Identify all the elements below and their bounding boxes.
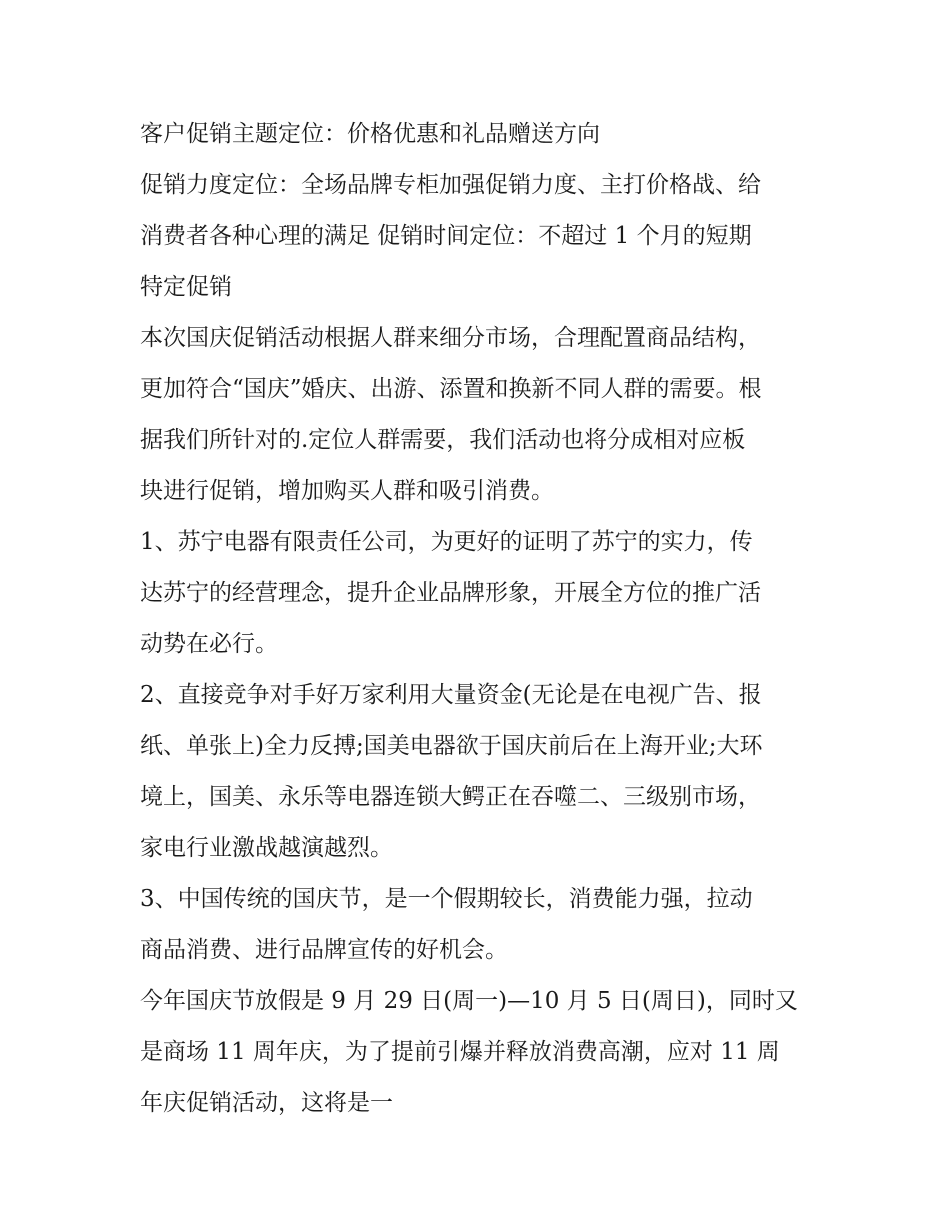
text-line: 是商场 11 周年庆，为了提前引爆并释放消费高潮，应对 11 周 — [140, 1039, 780, 1065]
text-line: 达苏宁的经营理念，提升企业品牌形象，开展全方位的推广活 — [140, 580, 761, 606]
text-line: 本次国庆促销活动根据人群来细分市场，合理配置商品结构， — [140, 325, 761, 351]
text-line: 据我们所针对的.定位人群需要，我们活动也将分成相对应板 — [140, 427, 746, 453]
text-line: 纸、单张上)全力反搏;国美电器欲于国庆前后在上海开业;大环 — [140, 733, 763, 759]
text-line: 更加符合“国庆”婚庆、出游、添置和换新不同人群的需要。根 — [140, 376, 762, 402]
paragraph-item-2 — [140, 670, 816, 874]
document-body — [140, 109, 816, 1129]
text-line: 境上，国美、永乐等电器连锁大鳄正在吞噬二、三级别市场， — [140, 784, 761, 810]
text-line: 动势在必行。 — [140, 631, 278, 657]
paragraph-holiday-schedule — [140, 976, 816, 1129]
text-line: 家电行业激战越演越烈。 — [140, 835, 393, 861]
text-line: 特定促销 — [140, 274, 232, 300]
paragraph-market-segmentation — [140, 313, 816, 517]
text-line: 块进行促销，增加购买人群和吸引消费。 — [140, 478, 554, 504]
text-line: 商品消费、进行品牌宣传的好机会。 — [140, 937, 508, 963]
text-line: 促销力度定位：全场品牌专柜加强促销力度、主打价格战、给 — [140, 172, 761, 198]
paragraph-item-3 — [140, 874, 816, 976]
text-line: 2、直接竞争对手好万家利用大量资金(无论是在电视广告、报 — [140, 682, 762, 708]
text-line: 消费者各种心理的满足 促销时间定位：不超过 1 个月的短期 — [140, 223, 752, 249]
paragraph-theme-positioning — [140, 109, 816, 160]
text-line: 今年国庆节放假是 9 月 29 日(周一)—10 月 5 日(周日)，同时又 — [140, 988, 798, 1014]
paragraph-item-1 — [140, 517, 816, 670]
text-line: 3、中国传统的国庆节，是一个假期较长，消费能力强，拉动 — [140, 886, 753, 912]
text-line: 年庆促销活动，这将是一 — [140, 1090, 393, 1116]
text-line: 1、苏宁电器有限责任公司，为更好的证明了苏宁的实力，传 — [140, 529, 753, 555]
paragraph-promotion-intensity — [140, 160, 816, 313]
text-line: 客户促销主题定位：价格优惠和礼品赠送方向 — [140, 121, 600, 147]
